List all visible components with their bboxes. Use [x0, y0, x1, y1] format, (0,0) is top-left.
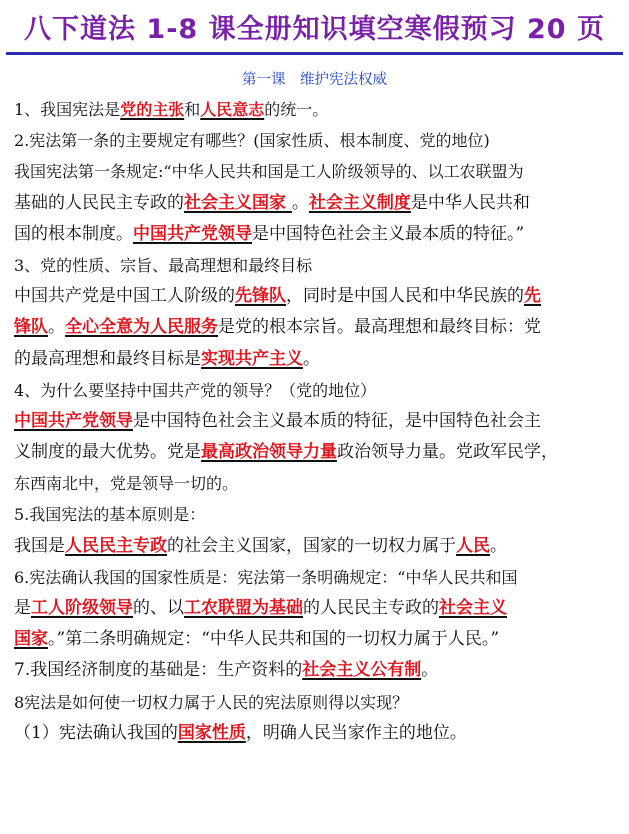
text-segment: 和 — [184, 100, 201, 119]
answer-keyword: 社会主义国家 — [184, 192, 292, 213]
answer-keyword: 先 — [524, 286, 541, 307]
text-line — [14, 406, 615, 437]
text-segment: 。 — [291, 192, 309, 213]
answer-keyword: 实现共产主义 — [201, 348, 303, 369]
answer-keyword: 全心全意为人民服务 — [65, 317, 218, 338]
text-segment: 的社会主义国家，国家的一切权力属于 — [167, 535, 456, 556]
page-title: 八下道法 1-8 课全册知识填空寒假预习 20 页 — [24, 13, 605, 45]
answer-keyword: 人民民主专政 — [65, 535, 167, 556]
text-line — [14, 531, 615, 562]
text-line — [14, 125, 615, 156]
text-line — [14, 499, 615, 530]
answer-keyword: 锋队 — [14, 317, 48, 338]
text-segment: （1）宪法确认我国的 — [14, 722, 178, 743]
text-segment: ，明确人民当家作主的地位。 — [245, 722, 467, 743]
answer-keyword: 先锋队 — [235, 286, 286, 307]
answer-keyword: 国家性质 — [177, 722, 246, 743]
answer-keyword: 社会主义制度 — [308, 192, 411, 213]
answer-keyword: 工农联盟为基础 — [184, 598, 303, 618]
text-segment: 是 — [14, 598, 31, 618]
text-segment: 4、为什么要坚持中国共产党的领导？（党的地位） — [14, 380, 377, 400]
text-segment: 东西南北中，党是领导一切的。 — [14, 474, 239, 494]
text-line — [14, 156, 615, 187]
text-segment: 5.我国宪法的基本原则是： — [14, 505, 206, 525]
lesson-title: 第一课 维护宪法权威 — [242, 72, 387, 88]
text-segment: 国的根本制度。 — [14, 223, 133, 244]
text-line — [14, 250, 615, 281]
text-segment: 的最高理想和最终目标是 — [14, 348, 201, 369]
text-segment: 是中华人民共和 — [410, 192, 530, 213]
text-segment: 中国共产党是中国工人阶级的 — [14, 286, 235, 307]
text-segment: 基础的人民民主专政的 — [14, 192, 184, 213]
text-segment: 。 — [421, 660, 439, 681]
text-segment: 。 — [490, 535, 507, 556]
text-line — [14, 593, 615, 624]
text-line — [14, 94, 615, 125]
answer-keyword: 国家 — [14, 629, 48, 650]
text-segment: 我国宪法第一条规定:“中华人民共和国是工人阶级领导的、以工农联盟为 — [14, 162, 524, 182]
text-segment: 是中国特色社会主义最本质的特征，是中国特色社会主 — [133, 410, 541, 431]
answer-keyword: 工人阶级领导 — [31, 598, 133, 618]
text-segment: 政治领导力量。党政军民学， — [337, 442, 558, 463]
text-line — [14, 219, 615, 250]
text-segment: 的统一。 — [264, 100, 329, 119]
answer-keyword: 中国共产党领导 — [133, 223, 252, 244]
text-line — [14, 375, 615, 406]
text-segment: 。”第二条明确规定：“中华人民共和国的一切权力属于人民。” — [48, 629, 500, 650]
text-line — [14, 437, 615, 468]
text-segment: 是中国特色社会主义最本质的特征。” — [252, 223, 525, 244]
text-line — [14, 718, 615, 749]
answer-keyword: 社会主义 — [439, 598, 507, 618]
text-segment: 。 — [48, 317, 65, 338]
text-segment: 。 — [303, 348, 320, 369]
text-line — [14, 624, 615, 655]
answer-keyword: 党的主张 — [120, 100, 185, 119]
answer-keyword: 人民 — [456, 535, 490, 556]
page-header — [6, 0, 623, 55]
text-line — [14, 281, 615, 312]
text-line — [14, 687, 615, 718]
answer-keyword: 最高政治领导力量 — [201, 442, 337, 463]
text-line — [14, 344, 615, 375]
text-segment: 我国是 — [14, 535, 65, 556]
document-body — [0, 90, 629, 749]
text-segment: 的、以 — [133, 598, 184, 618]
text-segment: ，同时是中国人民和中华民族的 — [286, 286, 524, 307]
answer-keyword: 中国共产党领导 — [14, 410, 133, 431]
text-line — [14, 468, 615, 499]
text-segment: 2.宪法第一条的主要规定有哪些？(国家性质、根本制度、党的地位) — [14, 131, 490, 151]
text-line — [14, 312, 615, 343]
text-segment: 6.宪法确认我国的国家性质是：宪法第一条明确规定：“中华人民共和国 — [14, 567, 518, 587]
text-segment: 8宪法是如何使一切权力属于人民的宪法原则得以实现？ — [14, 692, 409, 712]
text-line — [14, 562, 615, 593]
text-segment: 的人民民主专政的 — [303, 598, 439, 618]
answer-keyword: 社会主义公有制 — [302, 660, 422, 681]
text-segment: 7.我国经济制度的基础是：生产资料的 — [14, 660, 303, 681]
text-segment: 3、党的性质、宗旨、最高理想和最终目标 — [14, 255, 313, 275]
text-line — [14, 655, 615, 686]
text-segment: 1、我国宪法是 — [14, 100, 121, 119]
answer-keyword: 人民意志 — [200, 100, 265, 119]
text-segment: 是党的根本宗旨。最高理想和最终目标：党 — [218, 317, 541, 338]
text-line — [14, 188, 615, 219]
text-segment: 义制度的最大优势。党是 — [14, 442, 201, 463]
